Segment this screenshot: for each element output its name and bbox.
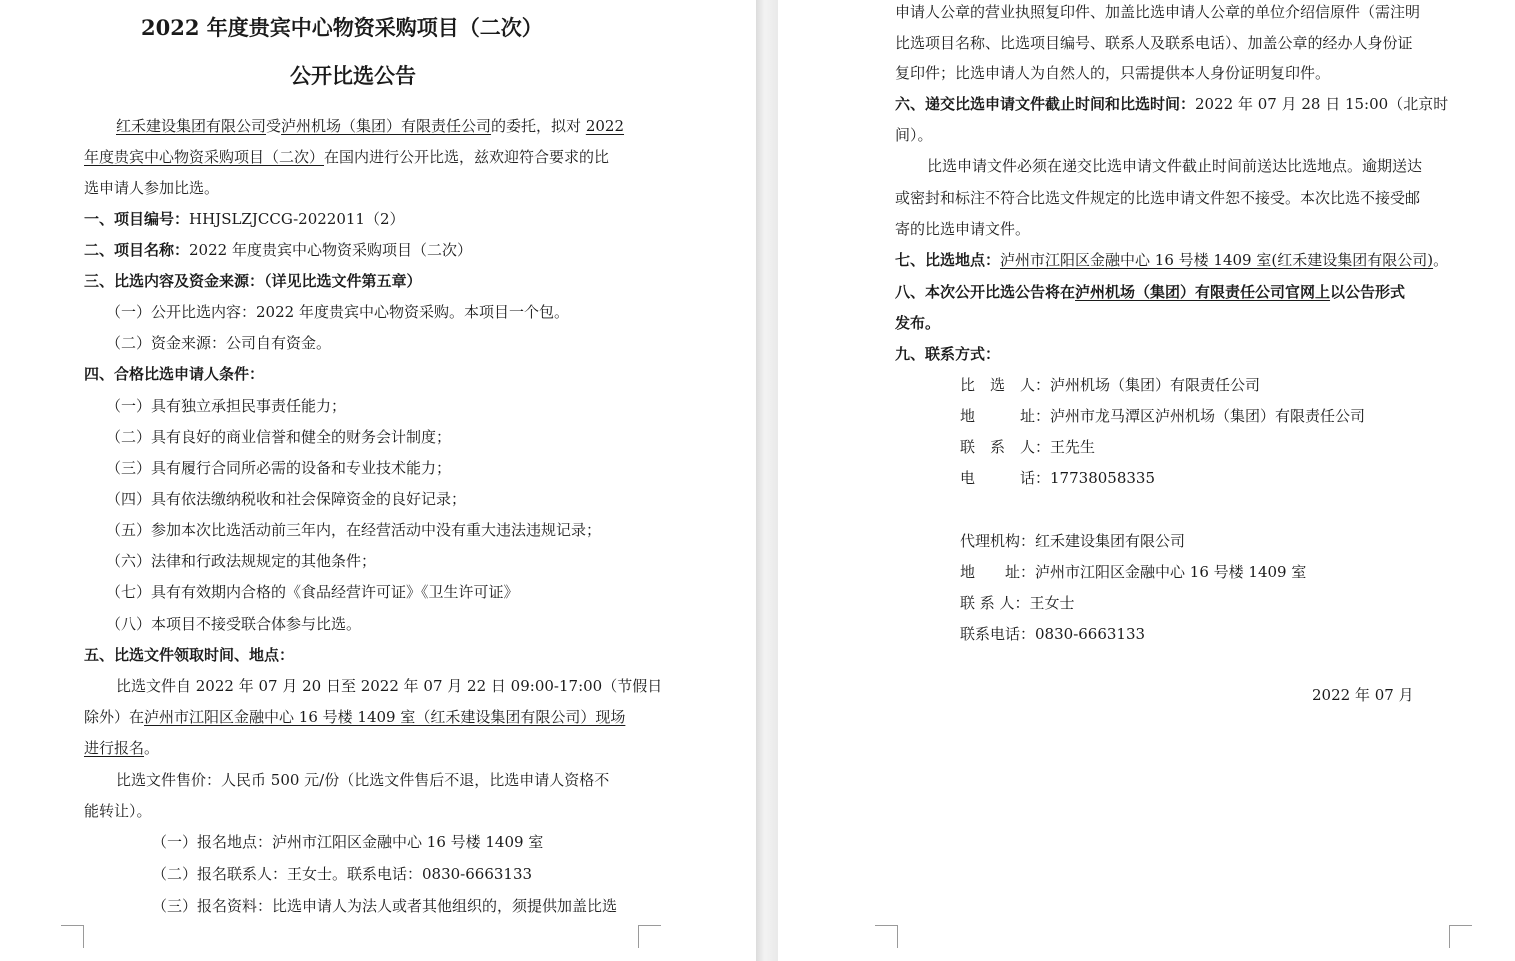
registration-text: 进行报名	[84, 739, 145, 757]
section-5-para-1-line-1: 比选文件自 2022 年 07 月 20 日至 2022 年 07 月 22 日 09:00-17:00（节假日	[116, 677, 663, 695]
contact-label: 代理机构：	[960, 532, 1036, 550]
contact-value: 17738058335	[1050, 469, 1155, 487]
agent-name: 红禾建设集团有限公司	[116, 117, 267, 135]
continued-line-1: 申请人公章的营业执照复印件、加盖比选申请人公章的单位介绍信原件（需注明	[895, 3, 1421, 21]
contact-value: 泸州市龙马潭区泸州机场（集团）有限责任公司	[1050, 407, 1366, 425]
section-4-item: （六）法律和行政法规规定的其他条件；	[106, 552, 377, 570]
crop-mark	[61, 925, 84, 948]
para-text: 。	[1433, 251, 1449, 269]
crop-mark	[638, 925, 661, 948]
section-4-item: （五）参加本次比选活动前三年内，在经营活动中没有重大违法违规记录；	[106, 521, 602, 539]
section-5-para-1-line-3	[84, 738, 159, 758]
section-4-item: （八）本项目不接受联合体参与比选。	[106, 615, 362, 633]
section-2	[84, 240, 472, 260]
contact-label: 联系电话：	[960, 625, 1036, 643]
intro-line-1	[116, 116, 624, 136]
contact-label: 联 系 人：	[960, 594, 1030, 612]
continued-line-3: 复印件；比选申请人为自然人的，只需提供本人身份证明复印件。	[895, 64, 1331, 82]
document-page-left	[0, 0, 756, 961]
section-3-label: 三、比选内容及资金来源：（详见比选文件第五章）	[84, 272, 422, 290]
contact-value: 泸州机场（集团）有限责任公司	[1050, 376, 1261, 394]
agent-row	[960, 562, 1306, 582]
crop-mark	[1449, 925, 1472, 948]
contact-label: 电 话：	[960, 469, 1051, 487]
document-title: 2022 年度贵宾中心物资采购项目（二次）	[141, 15, 543, 40]
intro-line-3: 选申请人参加比选。	[84, 179, 220, 197]
intro-line-2	[84, 147, 609, 167]
project-year: 2022	[585, 117, 625, 135]
continued-line-2: 比选项目名称、比选项目编号、联系人及联系电话）、加盖公章的经办人身份证	[895, 34, 1413, 52]
document-date: 2022 年 07 月	[1312, 686, 1414, 704]
section-4-item: （一）具有独立承担民事责任能力；	[106, 397, 347, 415]
contact-row	[960, 437, 1095, 457]
document-subtitle: 公开比选公告	[290, 63, 416, 88]
section-4-item: （七）具有有效期内合格的《食品经营许可证》《卫生许可证》	[106, 583, 519, 601]
section-5-item: （三）报名资料：比选申请人为法人或者其他组织的，须提供加盖比选	[152, 897, 618, 915]
section-6-para-line-3: 寄的比选申请文件。	[895, 220, 1031, 238]
section-6-para-line-1: 比选申请文件必须在递交比选申请文件截止时间前送达比选地点。逾期送达	[927, 157, 1423, 175]
contact-value: 王先生	[1050, 438, 1096, 456]
bidding-location: 泸州市江阳区金融中心 16 号楼 1409 室(红禾建设集团有限公司)	[1000, 251, 1434, 269]
section-9-label: 九、联系方式：	[895, 345, 1001, 363]
section-4-item: （四）具有依法缴纳税收和社会保障资金的良好记录；	[106, 490, 467, 508]
section-4-label: 四、合格比选申请人条件：	[84, 365, 265, 383]
section-1-label: 一、项目编号：	[84, 210, 190, 228]
project-number: HHJSLZJCCG-2022011（2）	[189, 210, 405, 228]
contact-value: 0830-6663133	[1035, 625, 1146, 643]
section-5-para-2-line-2: 能转让）。	[84, 802, 152, 820]
project-name: 2022 年度贵宾中心物资采购项目（二次）	[189, 241, 472, 259]
section-3-item: （一）公开比选内容：2022 年度贵宾中心物资采购。本项目一个包。	[106, 303, 569, 321]
section-5-item: （二）报名联系人：王女士。联系电话：0830-6663133	[152, 865, 533, 883]
contact-value: 红禾建设集团有限公司	[1035, 532, 1186, 550]
section-6	[895, 94, 1448, 114]
section-7	[895, 250, 1448, 270]
contact-row	[960, 406, 1365, 426]
contact-value: 王女士	[1029, 594, 1075, 612]
contact-row	[960, 375, 1260, 395]
contact-label: 地 址：	[960, 407, 1051, 425]
section-5-item: （一）报名地点：泸州市江阳区金融中心 16 号楼 1409 室	[152, 833, 544, 851]
section-5-para-2-line-1: 比选文件售价：人民币 500 元/份（比选文件售后不退，比选申请人资格不	[116, 771, 610, 789]
intro-text: 的委托，拟对	[491, 117, 586, 135]
section-7-label: 七、比选地点：	[895, 251, 1001, 269]
para-text: 除外）在	[84, 708, 145, 726]
section-5-para-1-line-2	[84, 707, 625, 727]
section-3-item: （二）资金来源：公司自有资金。	[106, 334, 332, 352]
agent-row	[960, 624, 1145, 644]
contact-label: 地 址：	[960, 563, 1036, 581]
section-2-label: 二、项目名称：	[84, 241, 190, 259]
agent-row	[960, 593, 1075, 613]
section-1	[84, 209, 405, 229]
publication-site: 泸州机场（集团）有限责任公司官网上	[1075, 283, 1331, 301]
intro-text: 在国内进行公开比选，兹欢迎符合要求的比	[324, 148, 610, 166]
section-5-label: 五、比选文件领取时间、地点：	[84, 646, 295, 664]
section-6-label: 六、递交比选申请文件截止时间和比选时间：	[895, 95, 1196, 113]
intro-text: 受	[266, 117, 282, 135]
contact-row	[960, 468, 1155, 488]
section-6-para-line-2: 或密封和标注不符合比选文件规定的比选申请文件恕不接受。本次比选不接受邮	[895, 189, 1421, 207]
section-8-text: 以公告形式	[1330, 283, 1406, 301]
deadline-value: 2022 年 07 月 28 日 15:00（北京时	[1195, 95, 1449, 113]
client-name: 泸州机场（集团）有限责任公司	[281, 117, 492, 135]
registration-address: 泸州市江阳区金融中心 16 号楼 1409 室（红禾建设集团有限公司）现场	[144, 708, 626, 726]
section-6-line-2: 间）。	[895, 126, 933, 144]
project-name-link: 年度贵宾中心物资采购项目（二次）	[84, 148, 325, 166]
page-gutter	[756, 0, 778, 961]
agent-row	[960, 531, 1185, 551]
section-8-text: 八、本次公开比选公告将在	[895, 283, 1076, 301]
section-8	[895, 282, 1405, 302]
crop-mark	[875, 925, 898, 948]
contact-label: 联 系 人：	[960, 438, 1051, 456]
section-4-item: （三）具有履行合同所必需的设备和专业技术能力；	[106, 459, 452, 477]
section-8-line-2: 发布。	[895, 314, 941, 332]
section-4-item: （二）具有良好的商业信誉和健全的财务会计制度；	[106, 428, 452, 446]
document-page-right	[778, 0, 1515, 961]
contact-label: 比 选 人：	[960, 376, 1051, 394]
contact-value: 泸州市江阳区金融中心 16 号楼 1409 室	[1035, 563, 1307, 581]
para-text: 。	[144, 739, 160, 757]
